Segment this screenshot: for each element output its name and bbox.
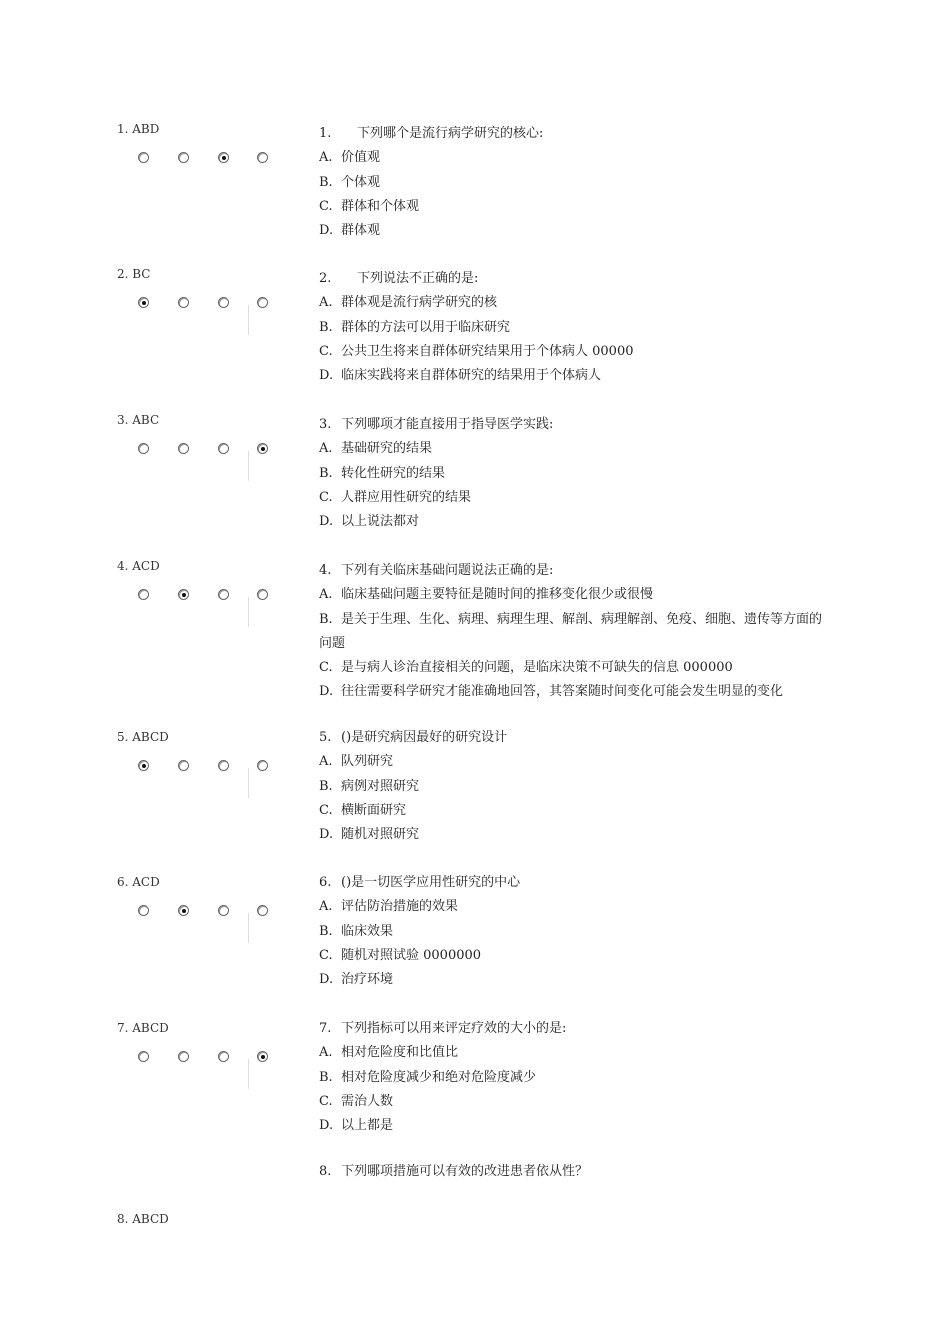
option-text: 临床实践将来自群体研究的结果用于个体病人 bbox=[341, 368, 602, 384]
radio-option-b[interactable] bbox=[178, 152, 189, 163]
radio-option-b[interactable] bbox=[178, 760, 189, 771]
option-letter: A. bbox=[319, 1045, 333, 1061]
answer-key: 4. ACD bbox=[117, 559, 160, 573]
answer-key: 6. ACD bbox=[117, 875, 160, 889]
question-number: 2. bbox=[319, 271, 332, 286]
answer-radio-group bbox=[138, 297, 288, 331]
question-block-8 bbox=[319, 1160, 839, 1184]
question-stem: 下列哪个是流行病学研究的核心: bbox=[357, 126, 544, 141]
option-text: 以上说法都对 bbox=[341, 514, 420, 530]
answer-key: 5. ABCD bbox=[117, 730, 169, 744]
option-letter: C. bbox=[319, 343, 333, 359]
option-letter: D. bbox=[319, 223, 334, 239]
option-letter: A. bbox=[319, 754, 333, 770]
radio-option-a[interactable] bbox=[138, 152, 149, 163]
option-text: 队列研究 bbox=[341, 754, 394, 770]
option-text: 群体观是流行病学研究的核 bbox=[341, 295, 498, 311]
option-letter: A. bbox=[319, 295, 333, 311]
radio-option-c[interactable] bbox=[218, 905, 229, 916]
divider bbox=[248, 451, 249, 481]
radio-option-d[interactable] bbox=[257, 760, 268, 771]
question-number: 7. bbox=[319, 1021, 332, 1036]
question-number: 3. bbox=[319, 417, 332, 432]
option-letter: B. bbox=[319, 923, 333, 939]
option-text: 群体观 bbox=[341, 223, 381, 239]
question-text bbox=[319, 267, 839, 388]
radio-option-c[interactable] bbox=[218, 760, 229, 771]
radio-option-b[interactable] bbox=[178, 297, 189, 308]
option-letter: B. bbox=[319, 319, 333, 335]
question-stem: ()是研究病因最好的研究设计 bbox=[341, 730, 508, 745]
answer-key: 7. ABCD bbox=[117, 1021, 169, 1035]
option-text: 评估防治措施的效果 bbox=[341, 899, 459, 915]
option-text: 是关于生理、生化、病理、病理生理、解剖、病理解剖、免疫、细胞、遗传等方面的问题 bbox=[319, 611, 823, 651]
option-text: 是与病人诊治直接相关的问题，是临床决策不可缺失的信息 000000 bbox=[341, 660, 733, 676]
option-text: 往往需要科学研究才能准确地回答，其答案随时间变化可能会发生明显的变化 bbox=[341, 684, 784, 700]
question-text bbox=[319, 1017, 839, 1138]
option-text: 临床基础问题主要特征是随时间的推移变化很少或很慢 bbox=[341, 587, 654, 603]
option-text: 横断面研究 bbox=[341, 802, 407, 818]
option-letter: D. bbox=[319, 827, 334, 843]
option-letter: A. bbox=[319, 899, 333, 915]
option-text: 需治人数 bbox=[341, 1093, 394, 1109]
option-text: 基础研究的结果 bbox=[341, 441, 433, 457]
radio-option-d[interactable] bbox=[257, 443, 268, 454]
option-text: 群体和个体观 bbox=[341, 198, 420, 214]
question-stem: 下列指标可以用来评定疗效的大小的是: bbox=[341, 1021, 567, 1036]
question-stem: 下列有关临床基础问题说法正确的是: bbox=[341, 563, 554, 578]
radio-option-d[interactable] bbox=[257, 905, 268, 916]
option-text: 随机对照试验 0000000 bbox=[341, 947, 482, 963]
divider bbox=[248, 305, 249, 335]
question-number: 4. bbox=[319, 563, 332, 578]
option-letter: C. bbox=[319, 947, 333, 963]
radio-option-d[interactable] bbox=[257, 589, 268, 600]
answer-key: 1. ABD bbox=[117, 122, 160, 136]
radio-option-c[interactable] bbox=[218, 152, 229, 163]
answer-radio-group bbox=[138, 443, 288, 477]
answer-key: 8. ABCD bbox=[117, 1212, 169, 1226]
option-letter: B. bbox=[319, 611, 333, 627]
option-text: 以上都是 bbox=[341, 1118, 394, 1134]
option-letter: D. bbox=[319, 684, 334, 700]
radio-option-b[interactable] bbox=[178, 1051, 189, 1062]
option-letter: D. bbox=[319, 368, 334, 384]
radio-option-d[interactable] bbox=[257, 152, 268, 163]
option-text: 治疗环境 bbox=[341, 972, 394, 988]
divider bbox=[248, 768, 249, 798]
option-text: 公共卫生将来自群体研究结果用于个体病人 00000 bbox=[341, 343, 634, 359]
option-letter: C. bbox=[319, 1093, 333, 1109]
radio-option-a[interactable] bbox=[138, 443, 149, 454]
option-letter: D. bbox=[319, 514, 334, 530]
radio-option-a[interactable] bbox=[138, 589, 149, 600]
question-number: 8. bbox=[319, 1164, 332, 1179]
option-letter: A. bbox=[319, 150, 333, 166]
question-stem: 下列哪项措施可以有效的改进患者依从性？ bbox=[341, 1164, 589, 1179]
radio-option-c[interactable] bbox=[218, 589, 229, 600]
option-letter: B. bbox=[319, 465, 333, 481]
divider bbox=[248, 913, 249, 943]
option-text: 价值观 bbox=[341, 150, 381, 166]
question-number: 5. bbox=[319, 730, 332, 745]
radio-option-b[interactable] bbox=[178, 589, 189, 600]
answer-radio-group bbox=[138, 760, 288, 794]
answer-radio-group bbox=[138, 1051, 288, 1085]
answer-radio-group bbox=[138, 589, 288, 623]
answer-radio-group bbox=[138, 152, 288, 186]
radio-option-d[interactable] bbox=[257, 297, 268, 308]
option-letter: C. bbox=[319, 198, 333, 214]
answer-key: 3. ABC bbox=[117, 413, 160, 427]
radio-option-c[interactable] bbox=[218, 297, 229, 308]
radio-option-a[interactable] bbox=[138, 760, 149, 771]
option-letter: D. bbox=[319, 1118, 334, 1134]
question-stem: ()是一切医学应用性研究的中心 bbox=[341, 875, 521, 890]
option-letter: B. bbox=[319, 778, 333, 794]
question-text bbox=[319, 559, 829, 705]
option-letter: C. bbox=[319, 802, 333, 818]
question-text bbox=[319, 726, 839, 847]
option-text: 相对危险度和比值比 bbox=[341, 1045, 459, 1061]
question-stem: 下列说法不正确的是: bbox=[357, 271, 479, 286]
option-letter: D. bbox=[319, 972, 334, 988]
radio-option-a[interactable] bbox=[138, 905, 149, 916]
answer-radio-group bbox=[138, 905, 288, 939]
question-text bbox=[319, 871, 839, 992]
question-stem: 下列哪项才能直接用于指导医学实践: bbox=[341, 417, 554, 432]
option-letter: C. bbox=[319, 489, 333, 505]
question-text bbox=[319, 413, 839, 534]
option-letter: B. bbox=[319, 174, 333, 190]
option-text: 群体的方法可以用于临床研究 bbox=[341, 319, 511, 335]
divider bbox=[248, 597, 249, 627]
question-number: 6. bbox=[319, 875, 332, 890]
question-number: 1. bbox=[319, 126, 332, 141]
question-text bbox=[319, 122, 839, 243]
option-text: 随机对照研究 bbox=[341, 827, 420, 843]
option-text: 个体观 bbox=[341, 174, 381, 190]
radio-option-d[interactable] bbox=[257, 1051, 268, 1062]
radio-option-a[interactable] bbox=[138, 297, 149, 308]
option-text: 转化性研究的结果 bbox=[341, 465, 446, 481]
radio-option-c[interactable] bbox=[218, 1051, 229, 1062]
option-text: 病例对照研究 bbox=[341, 778, 420, 794]
radio-option-b[interactable] bbox=[178, 905, 189, 916]
option-text: 临床效果 bbox=[341, 923, 394, 939]
option-text: 相对危险度减少和绝对危险度减少 bbox=[341, 1069, 537, 1085]
radio-option-b[interactable] bbox=[178, 443, 189, 454]
answer-key: 2. BC bbox=[117, 267, 151, 281]
option-letter: A. bbox=[319, 441, 333, 457]
option-letter: A. bbox=[319, 587, 333, 603]
radio-option-a[interactable] bbox=[138, 1051, 149, 1062]
radio-option-c[interactable] bbox=[218, 443, 229, 454]
divider bbox=[248, 1059, 249, 1089]
option-text: 人群应用性研究的结果 bbox=[341, 489, 472, 505]
option-letter: B. bbox=[319, 1069, 333, 1085]
option-letter: C. bbox=[319, 660, 333, 676]
